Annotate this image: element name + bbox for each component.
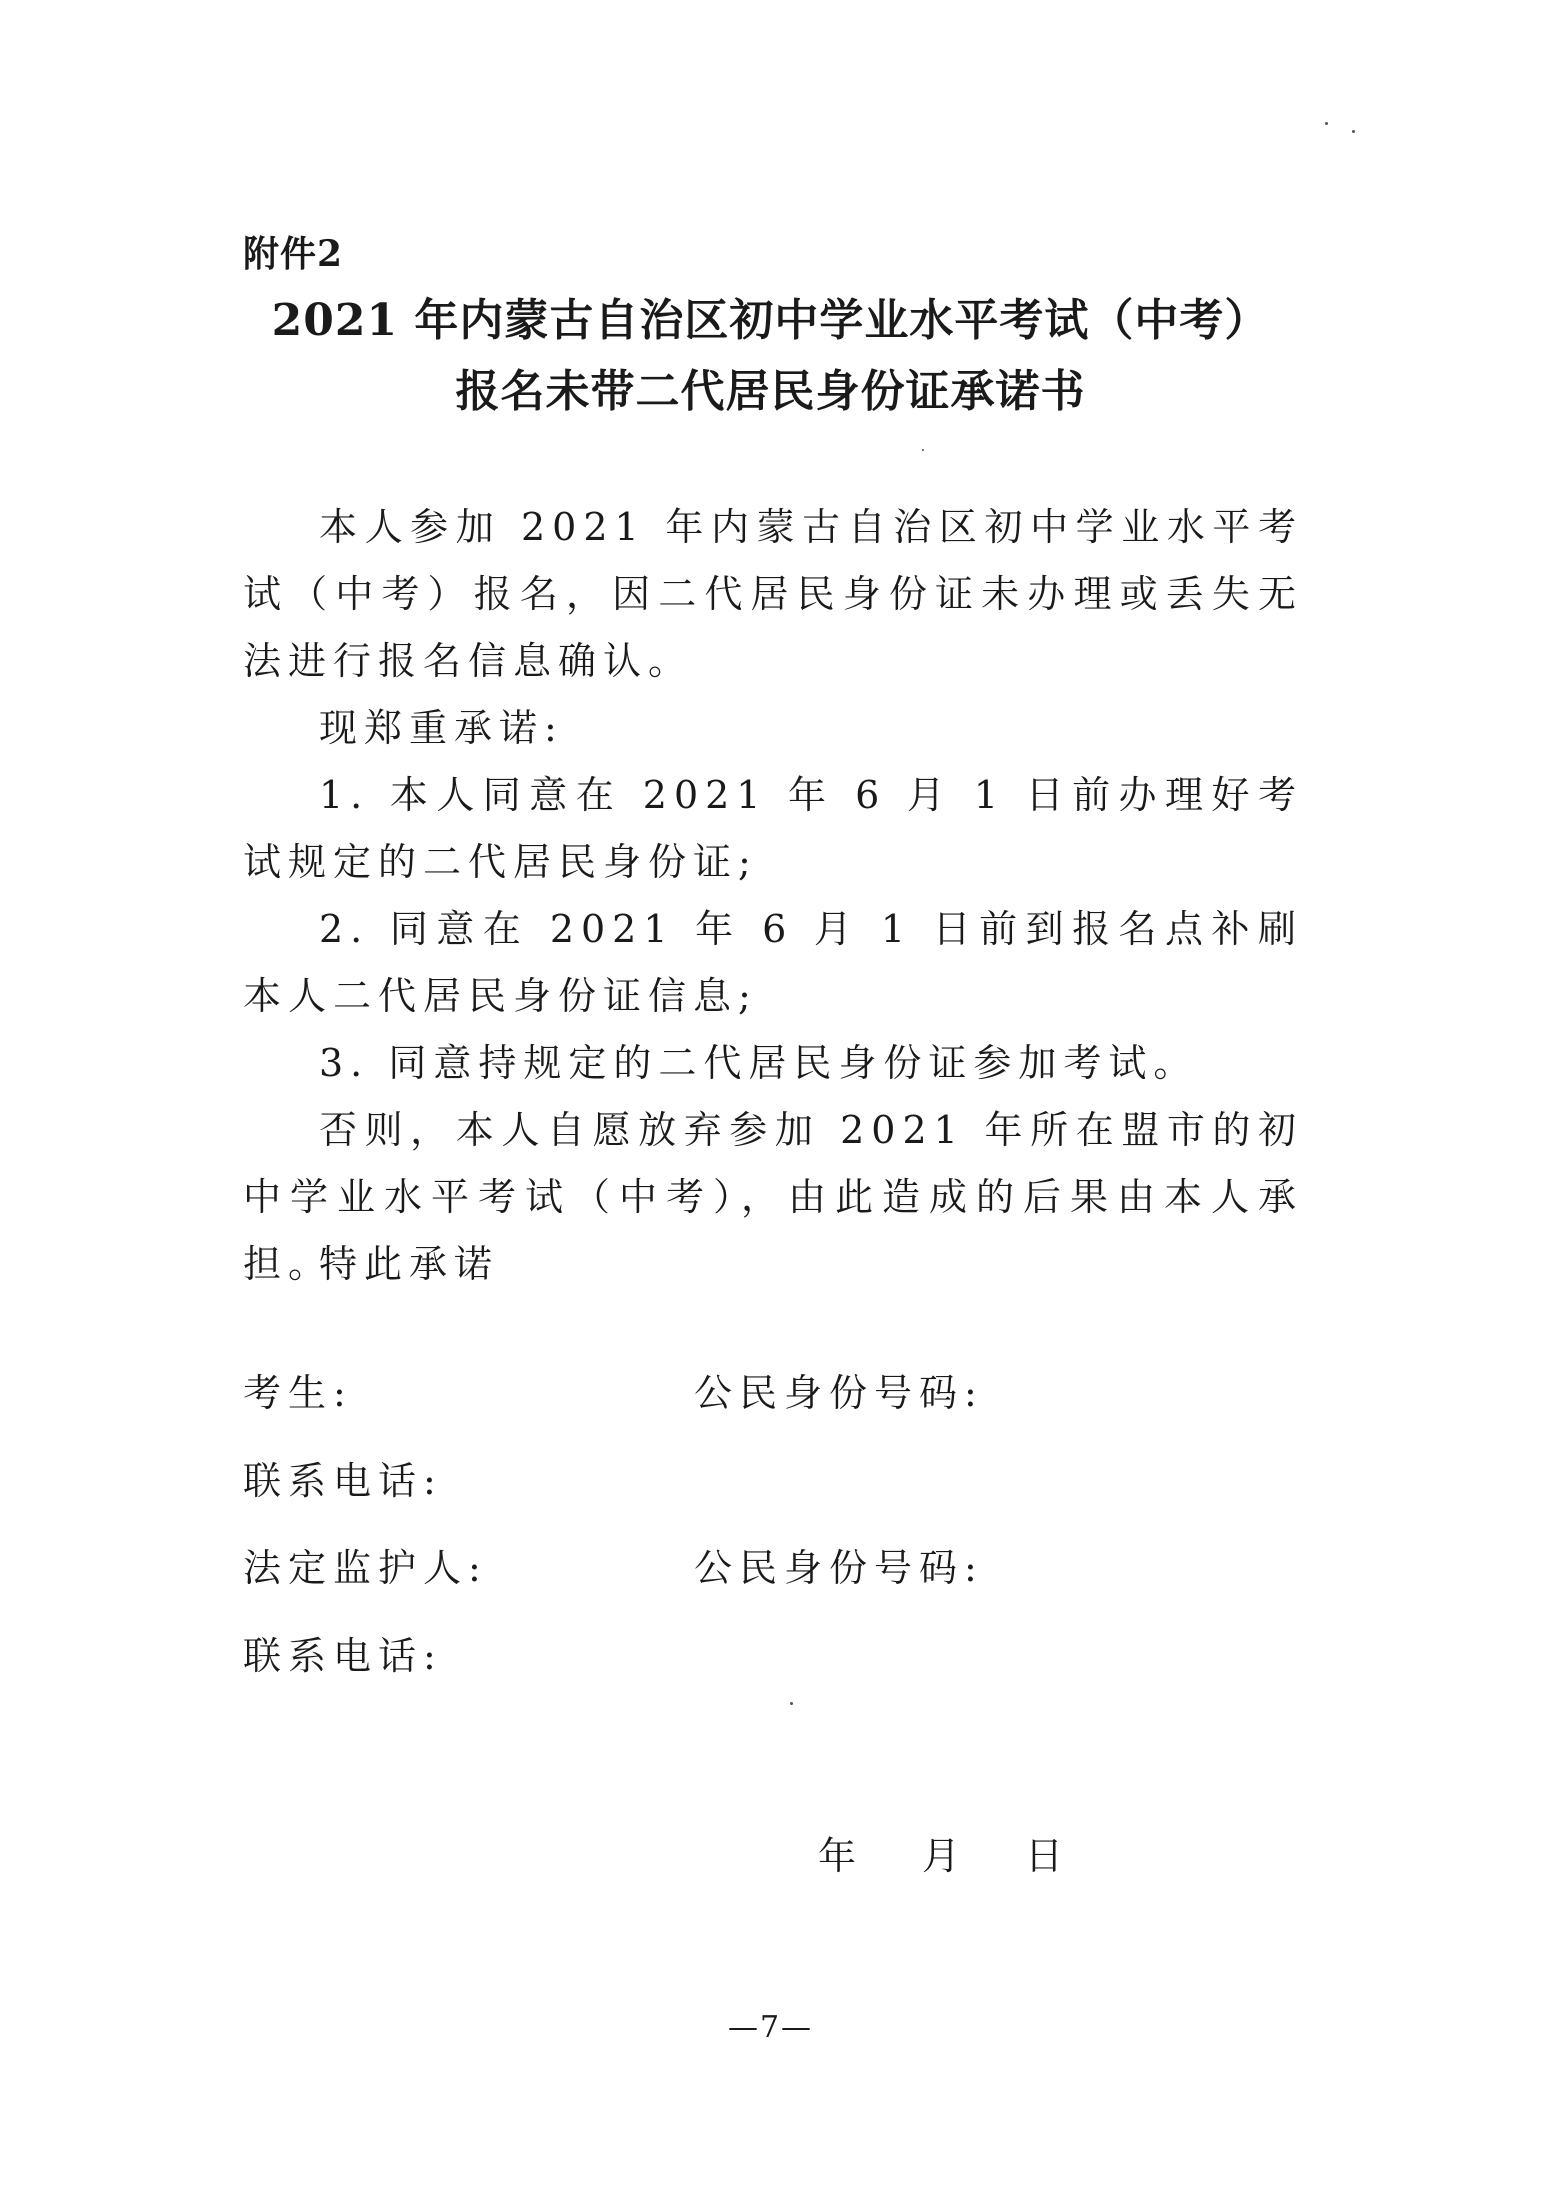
body-paragraph: 现郑重承诺: — [319, 706, 564, 750]
attachment-label: 附件2 — [243, 233, 344, 275]
guardian-phone-label: 联系电话: — [243, 1634, 443, 1678]
body-paragraph: 特此承诺 — [319, 1242, 500, 1286]
date-month: 月 — [922, 1834, 961, 1878]
body-paragraph-2-block — [243, 695, 1303, 762]
body-paragraph: 2. 同意在 2021 年 6 月 1 日前到报名点补刷本人二代居民身份证信息; — [243, 907, 1303, 1018]
guardian-id-label: 公民身份号码: — [694, 1546, 984, 1590]
examinee-phone-label: 联系电话: — [243, 1459, 443, 1503]
scan-speck — [790, 1702, 793, 1705]
page-number: —7— — [727, 2010, 814, 2045]
body-paragraph: 3. 同意持规定的二代居民身份证参加考试。 — [319, 1041, 1199, 1085]
body-paragraph: 1. 本人同意在 2021 年 6 月 1 日前办理好考试规定的二代居民身份证; — [243, 773, 1303, 884]
scan-speck — [1325, 122, 1328, 125]
body-paragraph-4-block — [243, 896, 1303, 1030]
examinee-id-label: 公民身份号码: — [694, 1371, 984, 1415]
scan-speck — [922, 449, 924, 451]
examinee-label: 考生: — [243, 1371, 353, 1415]
body-paragraph-3-block — [243, 762, 1303, 896]
guardian-label: 法定监护人: — [243, 1546, 488, 1590]
body-paragraph: 否则，本人自愿放弃参加 2021 年所在盟市的初中学业水平考试（中考），由此造成的后果由本人承担。 — [243, 1108, 1303, 1286]
body-paragraph-7-block — [243, 1231, 1303, 1298]
title-line-2: 报名未带二代居民身份证承诺书 — [455, 366, 1086, 417]
date-year: 年 — [818, 1834, 857, 1878]
date-day: 日 — [1025, 1834, 1064, 1878]
body-paragraph-1-block — [243, 494, 1303, 695]
title-line-1: 2021 年内蒙古自治区初中学业水平考试（中考） — [271, 295, 1270, 346]
body-paragraph-5-block — [243, 1030, 1303, 1097]
scan-speck — [1352, 130, 1355, 133]
body-paragraph: 本人参加 2021 年内蒙古自治区初中学业水平考试（中考）报名，因二代居民身份证未办理或丢失无法进行报名信息确认。 — [243, 505, 1303, 683]
